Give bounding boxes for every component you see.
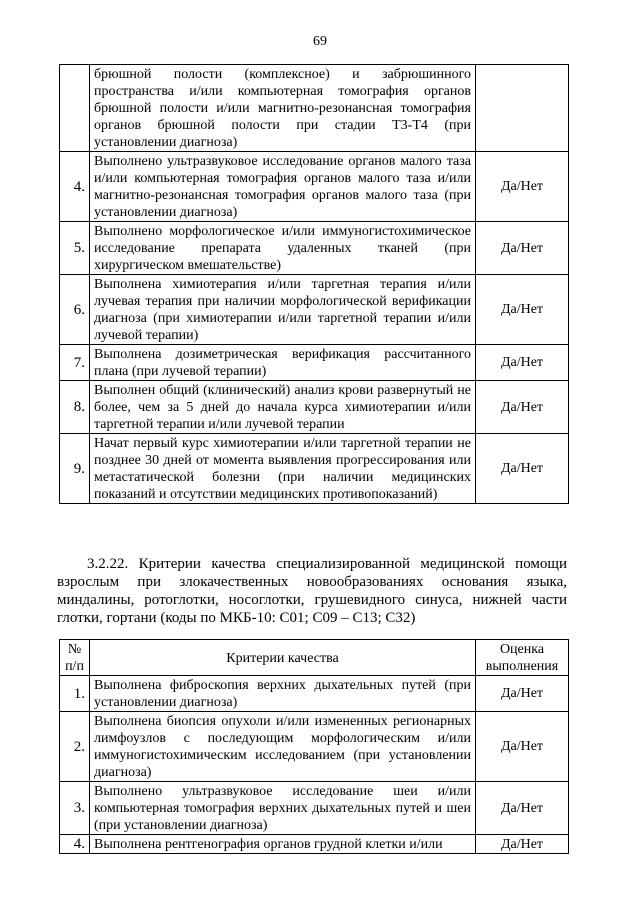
criteria-table [59, 639, 569, 854]
header-evaluation: Оценка выполнения [476, 640, 569, 676]
row-number: 4. [60, 835, 90, 854]
criterion-text: Выполнена рентгенография органов грудной клетки и/или [90, 835, 476, 854]
header-criteria: Критерии качества [90, 640, 476, 676]
evaluation-cell: Да/Нет [476, 275, 569, 345]
criterion-text: брюшной полости (комплексное) и забрюшинного пространства и/или компьютерная томография органов брюшной полости и/или магнитно-резонансная томография органов брюшной полости при стадии T3-T4 (при установлении диагноза) [90, 65, 476, 152]
table-row [60, 275, 569, 345]
criterion-text: Выполнена биопсия опухоли и/или измененных регионарных лимфоузлов с последующим морфологическим и/или иммуногистохимическим исследованием (при установлении диагноза) [90, 712, 476, 782]
evaluation-cell: Да/Нет [476, 222, 569, 275]
table-row [60, 835, 569, 854]
row-number: 5. [60, 222, 90, 275]
table-row [60, 381, 569, 434]
row-number: 7. [60, 345, 90, 381]
section-heading-paragraph: 3.2.22. Критерии качества специализированной медицинской помощи взрослым при злокачественных новообразованиях основания языка, миндалины, ротоглотки, носоглотки, грушевидного синуса, нижней части глотки, гортани (коды по МКБ-10: C01; C09 – C13; C32) [57, 556, 567, 626]
row-number: 3. [60, 782, 90, 835]
criterion-text: Выполнена фиброскопия верхних дыхательных путей (при установлении диагноза) [90, 676, 476, 712]
table-row [60, 434, 569, 504]
evaluation-cell: Да/Нет [476, 434, 569, 504]
criteria-table-continued [59, 64, 569, 504]
row-number: 2. [60, 712, 90, 782]
table-row [60, 345, 569, 381]
evaluation-cell: Да/Нет [476, 676, 569, 712]
row-number: 8. [60, 381, 90, 434]
evaluation-cell: Да/Нет [476, 152, 569, 222]
criterion-text: Выполнено ультразвуковое исследование органов малого таза и/или компьютерная томография органов малого таза и/или магнитно-резонансная томография органов малого таза (при установлении диагноза) [90, 152, 476, 222]
evaluation-cell [476, 65, 569, 152]
criterion-text: Выполнен общий (клинический) анализ крови развернутый не более, чем за 5 дней до начала курса химиотерапии и/или таргетной терапии и/или лучевой терапии [90, 381, 476, 434]
table-row [60, 712, 569, 782]
page-number: 69 [313, 34, 327, 49]
header-number: № п/п [60, 640, 90, 676]
row-number: 1. [60, 676, 90, 712]
evaluation-cell: Да/Нет [476, 712, 569, 782]
table-row [60, 782, 569, 835]
evaluation-cell: Да/Нет [476, 381, 569, 434]
criterion-text: Начат первый курс химиотерапии и/или таргетной терапии не позднее 30 дней от момента выявления прогрессирования или метастатической болезни (при наличии медицинских показаний и отсутствии медицинских противопоказаний) [90, 434, 476, 504]
criterion-text: Выполнено морфологическое и/или иммуногистохимическое исследование препарата удаленных тканей (при хирургическом вмешательстве) [90, 222, 476, 275]
row-number: 9. [60, 434, 90, 504]
table-row [60, 676, 569, 712]
table-row [60, 65, 569, 152]
criterion-text: Выполнена дозиметрическая верификация рассчитанного плана (при лучевой терапии) [90, 345, 476, 381]
evaluation-cell: Да/Нет [476, 782, 569, 835]
table-row [60, 222, 569, 275]
row-number [60, 65, 90, 152]
row-number: 4. [60, 152, 90, 222]
evaluation-cell: Да/Нет [476, 345, 569, 381]
table-header-row [60, 640, 569, 676]
table-row [60, 152, 569, 222]
criterion-text: Выполнена химиотерапия и/или таргетная терапия и/или лучевая терапия при наличии морфологической верификации диагноза (при химиотерапии и/или таргетной терапии и/или лучевой терапии) [90, 275, 476, 345]
row-number: 6. [60, 275, 90, 345]
evaluation-cell: Да/Нет [476, 835, 569, 854]
criterion-text: Выполнено ультразвуковое исследование шеи и/или компьютерная томография верхних дыхательных путей и шеи (при установлении диагноза) [90, 782, 476, 835]
